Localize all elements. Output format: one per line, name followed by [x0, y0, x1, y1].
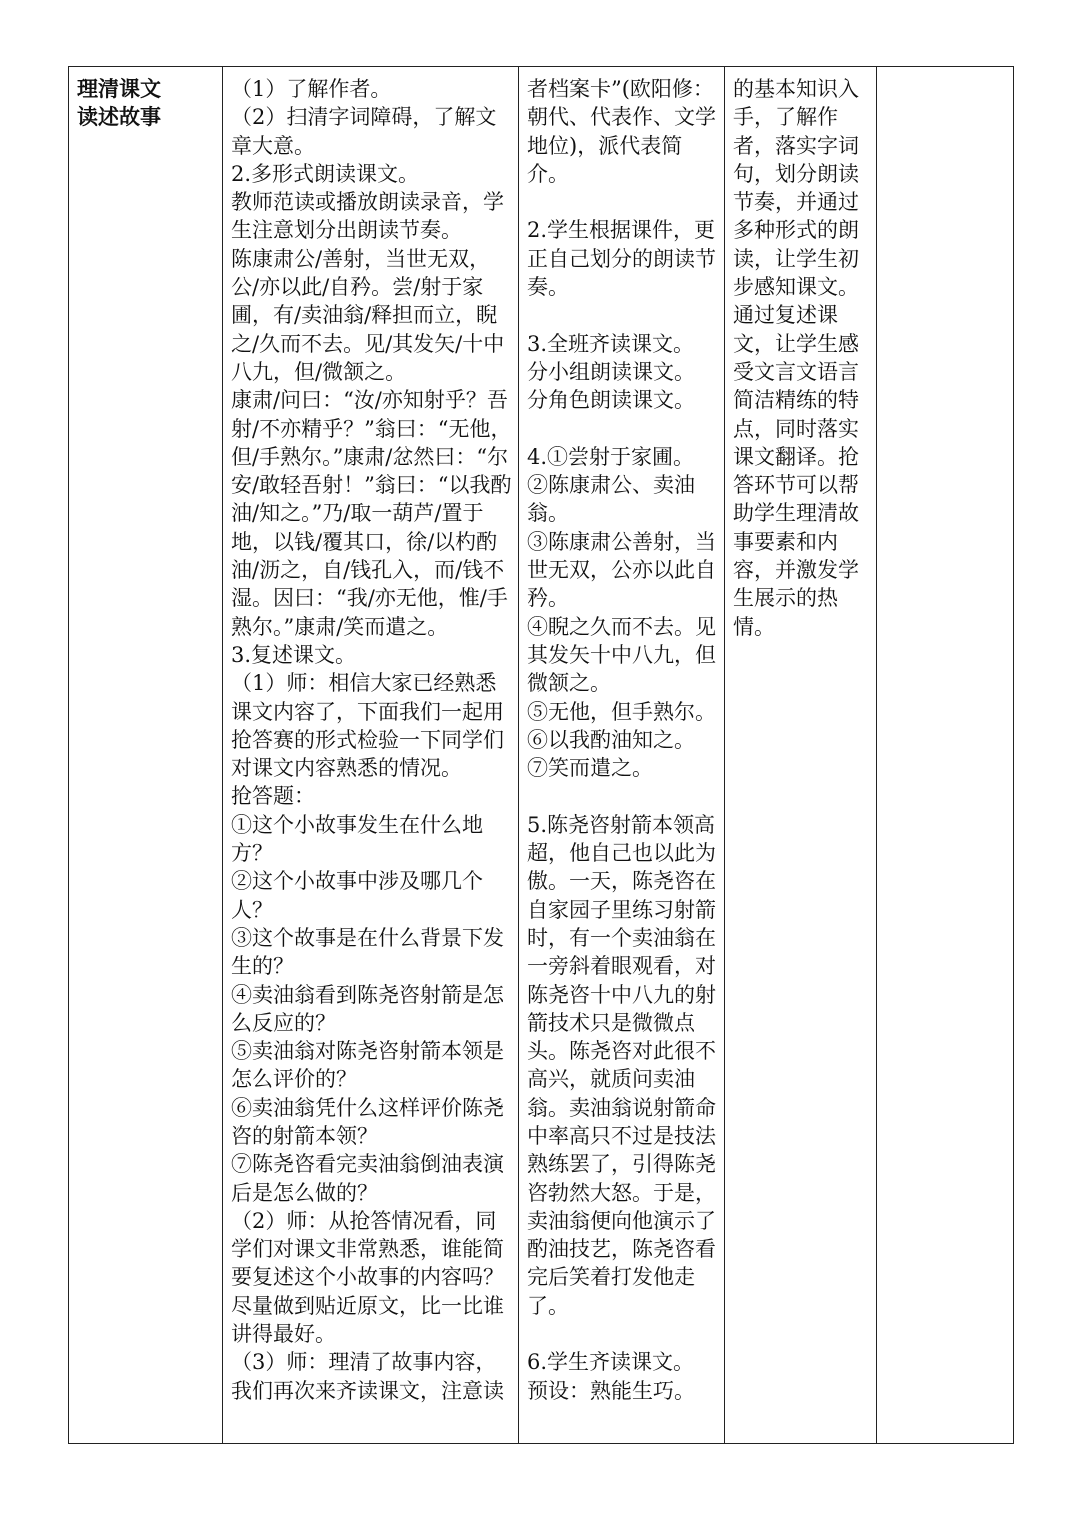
teacher-item: 抢答题： — [231, 784, 315, 809]
blank-line — [527, 301, 718, 329]
student-item: 6.学生齐读课文。 — [527, 1350, 695, 1375]
teacher-item: 教师范读或播放朗读录音，学生注意划分出朗读节奏。 — [231, 190, 504, 243]
student-item: ⑦笑而遣之。 — [527, 756, 653, 781]
teacher-item: （1）了解作者。 — [231, 77, 392, 101]
lesson-plan-table — [68, 66, 1014, 1444]
blank-line — [527, 188, 718, 216]
teacher-item: （2）扫清字词障碍，了解文章大意。 — [231, 105, 497, 158]
table-row — [69, 67, 1014, 1444]
question-item: ④卖油翁看到陈尧咨射箭是怎么反应的？ — [231, 982, 504, 1035]
teacher-item: 康肃/问曰：“汝/亦知射乎？吾射/不亦精乎？”翁曰：“无他，但/手熟尔。”康肃/忿然曰：“尔安/敢轻吾射！”翁曰：“以我酌油/知之。”乃/取一葫芦/置于地，以钱/覆其口，徐/以杓酌油/沥之，自/钱孔入，而/钱不湿。因曰：“我/亦无他，惟/手熟尔。”康肃/笑而遣之。 — [231, 388, 512, 639]
stage-title-line-1: 理清课文 — [77, 76, 161, 101]
teacher-item: 2.多形式朗读课文。 — [231, 161, 420, 186]
student-item: 预设：熟能生巧。 — [527, 1378, 695, 1403]
student-item: ③陈康肃公善射，当世无双，公亦以此自矜。 — [527, 529, 716, 611]
stage-cell — [69, 67, 223, 1444]
question-item: ②这个小故事中涉及哪几个人？ — [231, 869, 483, 922]
question-item: ⑤卖油翁对陈尧咨射箭本领是怎么评价的？ — [231, 1039, 504, 1092]
blank-line — [527, 415, 718, 443]
student-item: 分小组朗读课文。 — [527, 359, 695, 384]
question-item: ⑥卖油翁凭什么这样评价陈尧咨的射箭本领？ — [231, 1095, 504, 1148]
blank-line — [527, 1320, 718, 1348]
student-item: 者档案卡”(欧阳修：朝代、代表作、文学地位)，派代表简介。 — [527, 77, 716, 186]
intent-item: 通过复述课文，让学生感受文言文语言简洁精练的特点，同时落实课文翻译。抢答环节可以帮助学生理清故事要素和内容，并激发学生展示的热情。 — [733, 303, 859, 639]
teacher-activity-cell — [223, 67, 519, 1444]
teacher-item: （3）师：理清了故事内容，我们再次来齐读课文，注意读 — [231, 1350, 504, 1403]
student-item: ⑥以我酌油知之。 — [527, 727, 695, 752]
teacher-item: （1）师：相信大家已经熟悉课文内容了，下面我们一起用抢答赛的形式检验一下同学们对课文内容熟悉的情况。 — [231, 671, 504, 781]
student-item: 4.①尝射于家圃。 — [527, 444, 695, 469]
student-item: 2.学生根据课件，更正自己划分的朗读节奏。 — [527, 218, 716, 300]
student-item: 分角色朗读课文。 — [527, 388, 695, 413]
student-item: 3.全班齐读课文。 — [527, 331, 695, 356]
blank-line — [527, 782, 718, 810]
student-item: 5.陈尧咨射箭本领高超，他自己也以此为傲。一天，陈尧咨在自家园子里练习射箭时，有一个卖油翁在一旁斜着眼观看，对陈尧咨十中八九的射箭技术只是微微点头。陈尧咨对此很不高兴，就质问卖油翁。卖油翁说射箭命中率高只不过是技法熟练罢了，引得陈尧咨勃然大怒。于是，卖油翁便向他演示了酌油技艺，陈尧咨看完后笑着打发他走了。 — [527, 812, 716, 1318]
stage-title-line-2: 读述故事 — [77, 104, 161, 130]
notes-cell — [877, 67, 1014, 1444]
design-intent-cell — [725, 67, 877, 1444]
student-item: ④睨之久而不去。见其发矢十中八九，但微颔之。 — [527, 614, 716, 696]
question-item: ⑦陈尧咨看完卖油翁倒油表演后是怎么做的？ — [231, 1152, 504, 1205]
teacher-item: （2）师：从抢答情况看，同学们对课文非常熟悉，谁能简要复述这个小故事的内容吗？尽量做到贴近原文，比一比谁讲得最好。 — [231, 1208, 504, 1347]
teacher-item: 陈康肃公/善射，当世无双，公/亦以此/自矜。尝/射于家圃，有/卖油翁/释担而立，睨之/久而不去。见/其发矢/十中八九，但/微颔之。 — [231, 246, 505, 384]
student-activity-cell — [519, 67, 725, 1444]
student-item: ②陈康肃公、卖油翁。 — [527, 473, 695, 526]
intent-item: 的基本知识入手，了解作者，落实字词句，划分朗读节奏，并通过多种形式的朗读，让学生初步感知课文。 — [733, 77, 859, 300]
teacher-item: 3.复述课文。 — [231, 642, 357, 667]
question-item: ①这个小故事发生在什么地方？ — [231, 812, 483, 866]
question-item: ③这个故事是在什么背景下发生的？ — [231, 925, 504, 979]
student-item: ⑤无他，但手熟尔。 — [527, 699, 716, 724]
